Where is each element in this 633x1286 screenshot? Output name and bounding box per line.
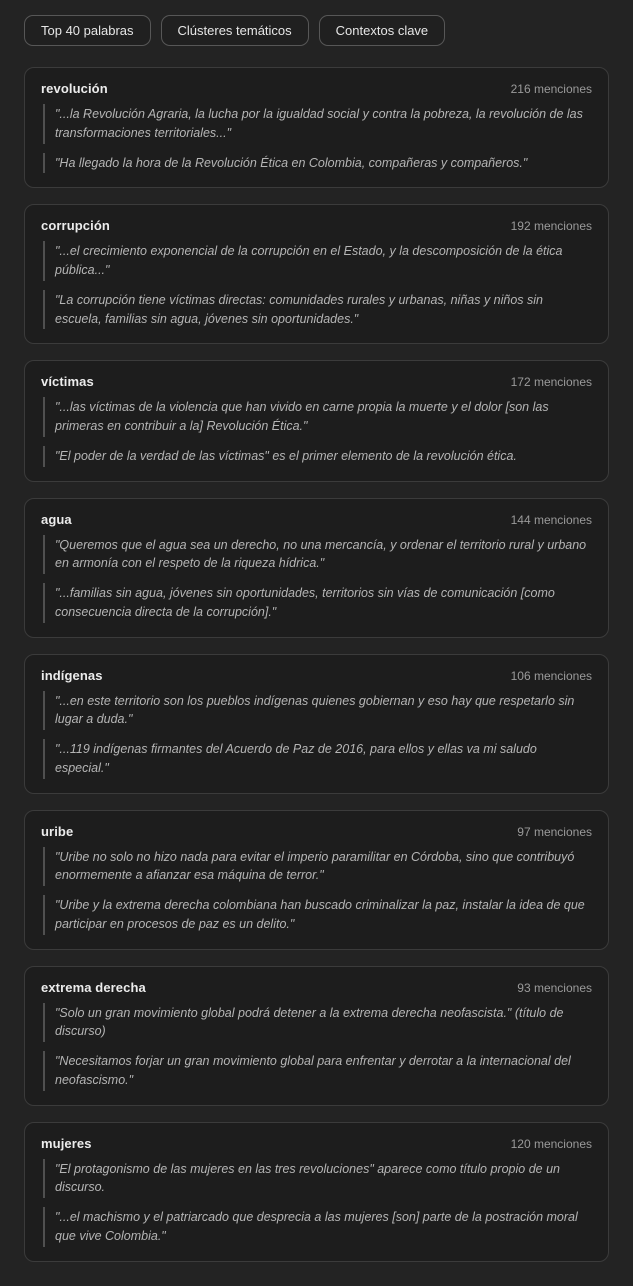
- card-header: [41, 512, 592, 527]
- tab-clusteres-tematicos[interactable]: Clústeres temáticos: [161, 15, 309, 46]
- word-title: víctimas: [41, 374, 94, 390]
- card-header: [41, 374, 592, 389]
- context-quote: "Queremos que el agua sea un derecho, no una mercancía, y ordenar el territorio rural y urbano en armonía con el respeto de la riqueza hídrica.": [43, 535, 592, 575]
- mentions-count: 144 menciones: [510, 512, 592, 527]
- mentions-count: 97 menciones: [517, 824, 592, 839]
- card-header: [41, 218, 592, 233]
- context-quote: "...familias sin agua, jóvenes sin oportunidades, territorios sin vías de comunicación [como consecuencia directa de la corrupción].": [43, 583, 592, 623]
- context-quote: "...las víctimas de la violencia que han vivido en carne propia la muerte y el dolor [son las primeras en contribuir a la] Revolución Ética.": [43, 397, 592, 437]
- context-quote: "...en este territorio son los pueblos indígenas quienes gobiernan y eso hay que respetarlo sin lugar a duda.": [43, 691, 592, 731]
- word-card-victimas: [24, 360, 609, 481]
- context-quote: "Uribe no solo no hizo nada para evitar el imperio paramilitar en Córdoba, sino que contribuyó enormemente a afianzar esa máquina de terror.": [43, 847, 592, 887]
- mentions-count: 216 menciones: [510, 82, 592, 96]
- word-title: uribe: [41, 823, 74, 839]
- word-title: extrema derecha: [41, 979, 146, 995]
- word-title: indígenas: [41, 667, 103, 683]
- tab-contextos-clave[interactable]: Contextos clave: [319, 15, 446, 46]
- view-tabs: [24, 15, 609, 46]
- context-quote: "Necesitamos forjar un gran movimiento global para enfrentar y derrotar a la internacional del neofascismo.": [43, 1051, 592, 1091]
- card-header: [41, 668, 592, 683]
- word-card-extrema-derecha: [24, 966, 609, 1106]
- word-title: corrupción: [41, 218, 110, 234]
- card-header: [41, 81, 592, 96]
- word-card-revolucion: [24, 67, 609, 188]
- context-quote: "Solo un gran movimiento global podrá detener a la extrema derecha neofascista." (título de discurso): [43, 1003, 592, 1043]
- context-quote: "Ha llegado la hora de la Revolución Ética en Colombia, compañeras y compañeros.": [43, 153, 592, 174]
- card-header: [41, 1136, 592, 1151]
- context-quote: "La corrupción tiene víctimas directas: comunidades rurales y urbanas, niñas y niños sin escuela, familias sin agua, jóvenes sin oportunidades.": [43, 290, 592, 330]
- context-quote: "...el machismo y el patriarcado que desprecia a las mujeres [son] parte de la postración moral que vive Colombia.": [43, 1207, 592, 1247]
- mentions-count: 172 menciones: [510, 375, 592, 390]
- context-quote: "...el crecimiento exponencial de la corrupción en el Estado, y la descomposición de la ética pública...": [43, 241, 592, 281]
- card-header: [41, 980, 592, 995]
- context-quote: "...la Revolución Agraria, la lucha por la igualdad social y contra la pobreza, la revolución de las transformaciones territoriales...": [43, 104, 592, 144]
- word-card-uribe: [24, 810, 609, 950]
- context-quote: "El poder de la verdad de las víctimas" es el primer elemento de la revolución ética.: [43, 446, 592, 467]
- tab-top-40-palabras[interactable]: Top 40 palabras: [24, 15, 151, 46]
- mentions-count: 106 menciones: [510, 668, 592, 683]
- word-card-list: [24, 67, 609, 1262]
- word-title: revolución: [41, 81, 108, 96]
- word-title: mujeres: [41, 1135, 92, 1151]
- word-card-mujeres: [24, 1122, 609, 1262]
- mentions-count: 192 menciones: [510, 219, 592, 234]
- context-quote: "...119 indígenas firmantes del Acuerdo de Paz de 2016, para ellos y ellas va mi saludo especial.": [43, 739, 592, 779]
- word-card-agua: [24, 498, 609, 638]
- mentions-count: 120 menciones: [510, 1136, 592, 1151]
- word-title: agua: [41, 511, 72, 527]
- word-card-corrupcion: [24, 204, 609, 344]
- word-card-indigenas: [24, 654, 609, 794]
- context-quote: "Uribe y la extrema derecha colombiana han buscado criminalizar la paz, instalar la idea de que participar en procesos de paz es un delito.": [43, 895, 592, 935]
- card-header: [41, 824, 592, 839]
- context-quote: "El protagonismo de las mujeres en las tres revoluciones" aparece como título propio de un discurso.: [43, 1159, 592, 1199]
- mentions-count: 93 menciones: [517, 980, 592, 995]
